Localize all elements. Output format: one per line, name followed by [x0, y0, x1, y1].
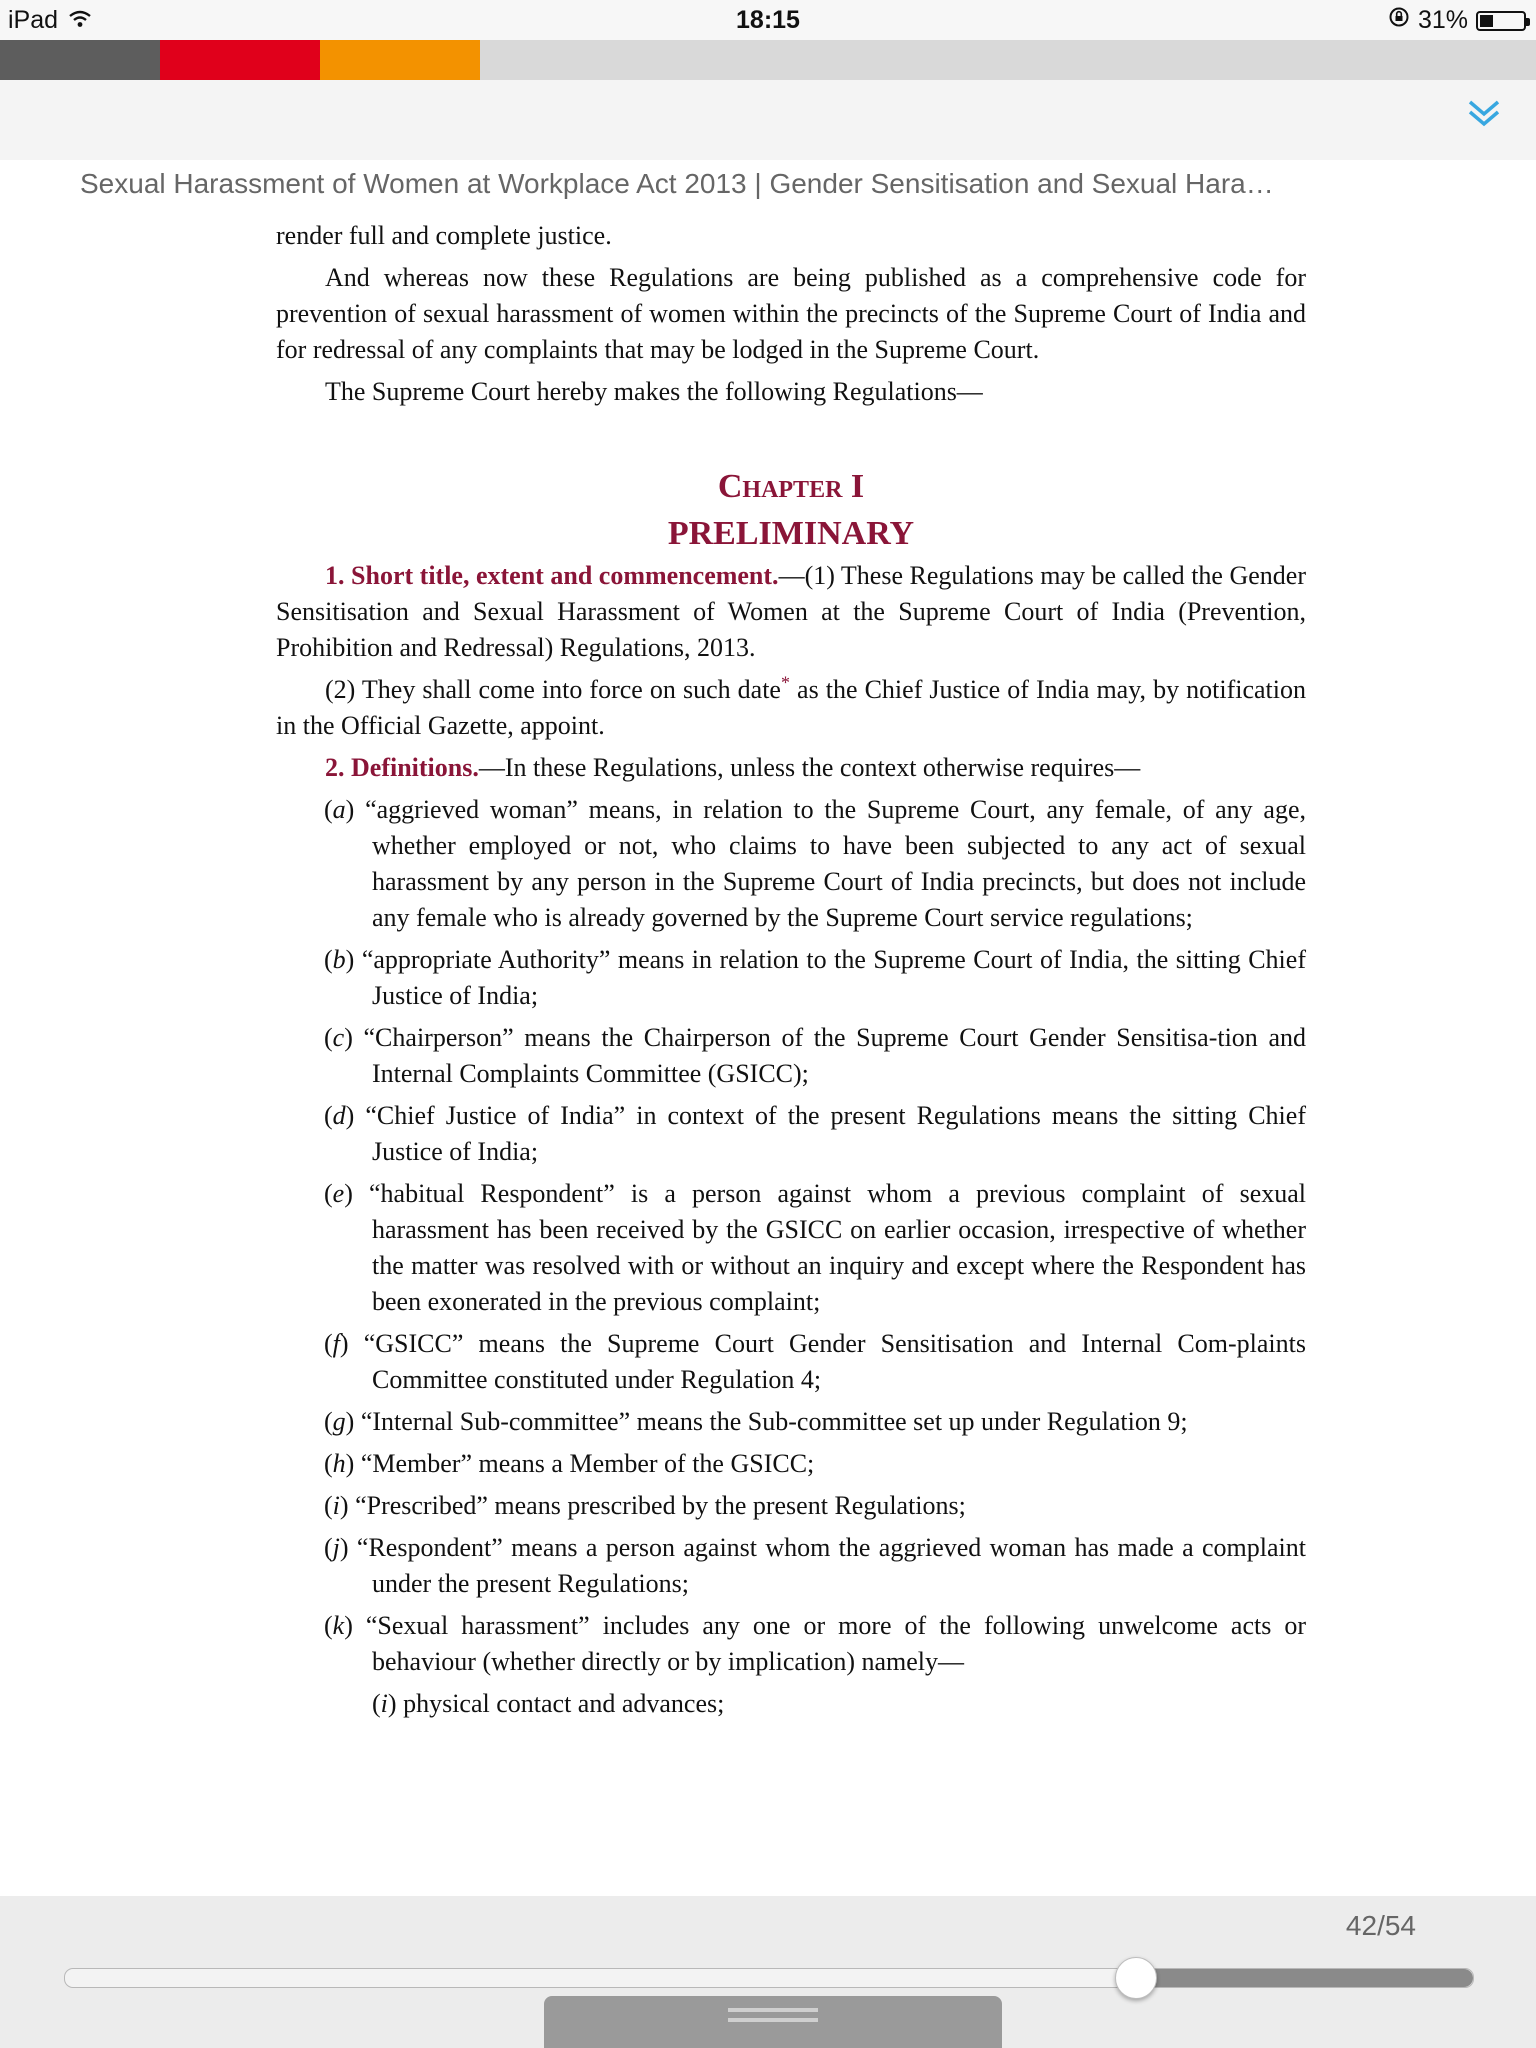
intro-paragraph: The Supreme Court hereby makes the following Regulations— [325, 377, 983, 406]
definitions-list [276, 792, 1306, 1722]
definition-item: (c) “Chairperson” means the Chairperson of the Supreme Court Gender Sensitisa-tion and Internal Complaints Committee (GSICC); [324, 1023, 1306, 1088]
definition-item: (i) “Prescribed” means prescribed by the present Regulations; [324, 1491, 966, 1520]
section-1 [276, 558, 1306, 666]
section-heading: 2. Definitions. [325, 753, 479, 782]
strip-segment [160, 40, 320, 80]
page-slider-thumb[interactable] [1115, 1957, 1157, 1999]
definition-item: (a) “aggrieved woman” means, in relation to the Supreme Court, any female, of any age, whether employed or not, who claims to have been subjected to any act of sexual harassment by any person in the Supreme Court of India precincts, but does not include any female who is already governed by the Supreme Court service regulations; [324, 795, 1306, 932]
page-slider-remaining [1135, 1969, 1473, 1987]
rotation-lock-icon [1388, 6, 1410, 35]
page-slider[interactable] [64, 1968, 1474, 1988]
chapter-title: PRELIMINARY [667, 515, 915, 552]
drawer-handle[interactable] [544, 1996, 1002, 2048]
status-bar [0, 0, 1536, 40]
definition-item: (d) “Chief Justice of India” in context of the present Regulations means the sitting Chief Justice of India; [324, 1101, 1306, 1166]
intro-paragraph: And whereas now these Regulations are being published as a comprehensive code for prevention of sexual harassment of women within the precincts of the Supreme Court of India and for redressal of any complaints that may be lodged in the Supreme Court. [276, 263, 1306, 364]
definition-item: (g) “Internal Sub-committee” means the Sub-committee set up under Regulation 9; [324, 1407, 1188, 1436]
strip-segment [0, 40, 160, 80]
strip-segment [320, 40, 480, 80]
device-name: iPad [8, 6, 59, 34]
section-text: —In these Regulations, unless the context otherwise requires— [478, 753, 1141, 782]
chevron-double-down-icon[interactable] [1462, 92, 1506, 136]
battery-icon [1476, 11, 1526, 31]
reader-toolbar [0, 80, 1536, 160]
status-right [1388, 6, 1526, 35]
definition-item: (k) “Sexual harassment” includes any one or more of the following unwelcome acts or behaviour (whether directly or by implication) namely— [324, 1611, 1306, 1676]
section-text: (2) They shall come into force on such date [325, 675, 781, 704]
definition-item: (f) “GSICC” means the Supreme Court Gender Sensitisation and Internal Com-plaints Committee constituted under Regulation 4; [324, 1329, 1306, 1394]
grip-line [728, 2008, 818, 2012]
chapter-heading [276, 464, 1306, 558]
battery-percent: 31% [1417, 6, 1468, 34]
chapter-label: Chapter I [717, 468, 865, 505]
definition-item: (h) “Member” means a Member of the GSICC; [324, 1449, 815, 1478]
definition-item: (b) “appropriate Authority” means in relation to the Supreme Court of India, the sitting Chief Justice of India; [324, 945, 1306, 1010]
footnote-marker[interactable]: * [780, 672, 790, 693]
section-2 [276, 750, 1306, 786]
grip-line [728, 2018, 818, 2022]
definition-item: (e) “habitual Respondent” is a person against whom a previous complaint of sexual harassment has been received by the GSICC on earlier occasion, irrespective of whether the matter was resolved with or without an inquiry and except where the Respondent has been exonerated in the previous complaint; [324, 1179, 1306, 1316]
document-title: Sexual Harassment of Women at Workplace Act 2013 | Gender Sensitisation and Sexual Hara… [80, 168, 1274, 199]
section-text: as the Chief Justice of India may, by notification in the Official Gazette, appoint. [276, 675, 1306, 740]
intro-paragraph: render full and complete justice. [276, 221, 612, 250]
reading-progress-strip [0, 40, 1536, 80]
section-heading: 1. Short title, extent and commencement. [325, 561, 779, 590]
page-counter: 42/54 [1345, 1910, 1416, 1941]
section-1-subclause [276, 672, 1306, 744]
status-time: 18:15 [736, 6, 800, 34]
definition-item: (j) “Respondent” means a person against whom the aggrieved woman has made a complaint under the present Regulations; [324, 1533, 1306, 1598]
document-page [276, 218, 1306, 1728]
section-text: —(1) These Regulations may be called the Gender Sensitisation and Sexual Harassment of Women at the Supreme Court of India (Prevention, Prohibition and Redressal) Regulations, 2013. [276, 561, 1306, 662]
definition-subitem: (i) physical contact and advances; [372, 1689, 725, 1718]
